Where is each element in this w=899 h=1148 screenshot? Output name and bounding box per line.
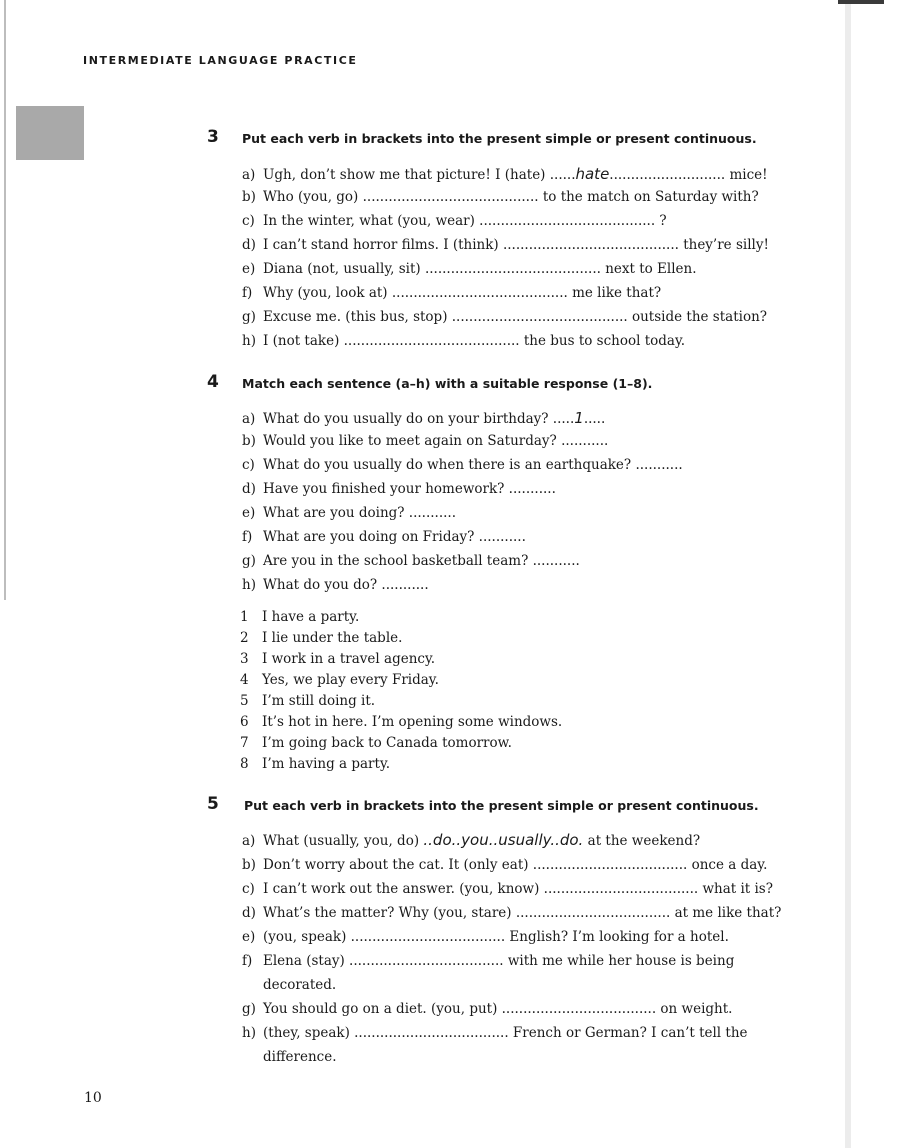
- ex3-item-c: c) In the winter, what (you, wear) ......................................... ?: [242, 213, 667, 229]
- page-number: 10: [84, 1090, 102, 1106]
- ex5-item-e: e) (you, speak) .................................... English? I’m looking for a hotel.: [242, 929, 729, 945]
- ex4-answer-a: 1: [574, 409, 584, 427]
- exercise-3-number: 3: [207, 127, 219, 147]
- ex4-item-f: f) What are you doing on Friday? ...........: [242, 529, 526, 545]
- ex4-item-c: c) What do you usually do when there is an earthquake? ...........: [242, 457, 683, 473]
- ex4-item-e: e) What are you doing? ...........: [242, 505, 457, 521]
- exercise-4-number: 4: [207, 372, 219, 392]
- ex4-response-5: 5 I’m still doing it.: [240, 693, 376, 709]
- exercise-3-title: Put each verb in brackets into the present simple or present continuous.: [242, 131, 757, 146]
- ex3-item-e: e) Diana (not, usually, sit) ......................................... next to Ellen.: [242, 261, 697, 277]
- ex4-item-h: h) What do you do? ...........: [242, 577, 429, 593]
- ex3-item-g: g) Excuse me. (this bus, stop) ......................................... outside the station?: [242, 309, 768, 325]
- ex5-item-c: c) I can’t work out the answer. (you, know) .................................... what it is?: [242, 881, 773, 897]
- ex4-item-a: a) What do you usually do on your birthday? .....1.....: [242, 409, 606, 427]
- page-right-edge: [845, 0, 851, 1148]
- page-left-edge: [4, 0, 6, 600]
- exercise-5-title: Put each verb in brackets into the present simple or present continuous.: [244, 798, 759, 813]
- ex5-item-f-cont: decorated.: [263, 977, 337, 993]
- ex3-answer-a: hate: [575, 165, 610, 183]
- ex3-item-d: d) I can’t stand horror films. I (think) ......................................... they’re silly!: [242, 237, 769, 253]
- ex4-response-3: 3 I work in a travel agency.: [240, 651, 436, 667]
- section-tab-marker: [16, 106, 84, 160]
- ex5-item-g: g) You should go on a diet. (you, put) .................................... on weight.: [242, 1001, 733, 1017]
- ex4-item-d: d) Have you finished your homework? ...........: [242, 481, 556, 497]
- ex5-item-d: d) What’s the matter? Why (you, stare) .................................... at me like that?: [242, 905, 782, 921]
- ex4-item-b: b) Would you like to meet again on Saturday? ...........: [242, 433, 609, 449]
- running-head: INTERMEDIATE LANGUAGE PRACTICE: [83, 54, 358, 67]
- ex5-item-a: a) What (usually, you, do) ..do..you..usually..do. at the weekend?: [242, 831, 701, 849]
- ex5-item-b: b) Don’t worry about the cat. It (only eat) .................................... once a day.: [242, 857, 768, 873]
- ex4-response-4: 4 Yes, we play every Friday.: [240, 672, 439, 688]
- ex4-response-2: 2 I lie under the table.: [240, 630, 403, 646]
- ex3-item-b: b) Who (you, go) ......................................... to the match on Saturday with?: [242, 189, 759, 205]
- ex5-item-h: h) (they, speak) .................................... French or German? I can’t tell the: [242, 1025, 748, 1041]
- ex5-item-f: f) Elena (stay) .................................... with me while her house is being: [242, 953, 735, 969]
- ex3-item-a: a) Ugh, don’t show me that picture! I (hate) ......hate........................... mice!: [242, 165, 768, 183]
- ex3-item-f: f) Why (you, look at) ......................................... me like that?: [242, 285, 662, 301]
- ex5-item-h-cont: difference.: [263, 1049, 337, 1065]
- ex4-response-6: 6 It’s hot in here. I’m opening some windows.: [240, 714, 563, 730]
- ex5-answer-a: ..do..you..usually..do.: [423, 831, 584, 849]
- exercise-5-number: 5: [207, 794, 219, 814]
- ex4-response-8: 8 I’m having a party.: [240, 756, 391, 772]
- page-corner-mark: [838, 0, 884, 4]
- ex3-item-h: h) I (not take) ......................................... the bus to school today.: [242, 333, 686, 349]
- exercise-4-title: Match each sentence (a–h) with a suitable response (1–8).: [242, 376, 653, 391]
- ex4-response-1: 1 I have a party.: [240, 609, 360, 625]
- ex4-item-g: g) Are you in the school basketball team? ...........: [242, 553, 580, 569]
- ex4-response-7: 7 I’m going back to Canada tomorrow.: [240, 735, 512, 751]
